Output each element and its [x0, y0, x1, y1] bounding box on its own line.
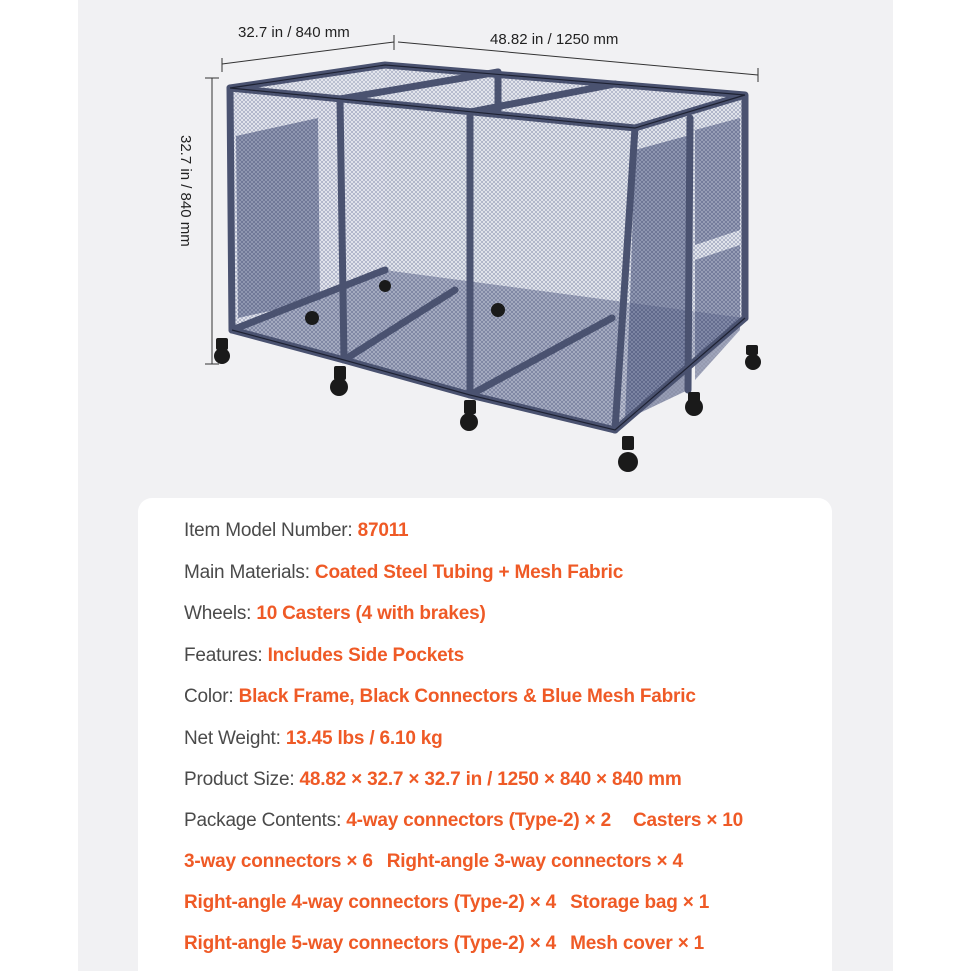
spec-label: Net Weight:	[184, 728, 281, 749]
spec-label: Main Materials:	[184, 562, 310, 583]
package-item: Right-angle 4-way connectors (Type-2) × 4	[184, 892, 557, 913]
package-item: 3-way connectors × 6	[184, 851, 373, 872]
package-row	[184, 892, 709, 914]
package-item: Storage bag × 1	[570, 892, 710, 913]
spec-label: Product Size:	[184, 769, 295, 790]
spec-label: Color:	[184, 686, 234, 707]
spec-row-package	[184, 810, 743, 832]
spec-row-size	[184, 769, 682, 791]
package-item: 4-way connectors (Type-2) × 2	[346, 810, 611, 831]
depth-dimension: 32.7 in / 840 mm	[238, 24, 350, 41]
spec-value: Includes Side Pockets	[267, 645, 464, 666]
spec-value: 87011	[357, 520, 409, 541]
spec-label: Package Contents:	[184, 810, 342, 831]
spec-value: Coated Steel Tubing + Mesh Fabric	[314, 562, 624, 583]
spec-label: Item Model Number:	[184, 520, 353, 541]
spec-row-model	[184, 520, 408, 542]
spec-value: 13.45 lbs / 6.10 kg	[285, 728, 443, 749]
package-row	[184, 851, 683, 873]
spec-label: Features:	[184, 645, 263, 666]
spec-row-color	[184, 686, 696, 708]
spec-row-features	[184, 645, 464, 667]
spec-value: 10 Casters (4 with brakes)	[256, 603, 486, 624]
spec-label: Wheels:	[184, 603, 252, 624]
package-item: Right-angle 5-way connectors (Type-2) × 4	[184, 933, 557, 954]
spec-value: 48.82 × 32.7 × 32.7 in / 1250 × 840 × 840 mm	[299, 769, 682, 790]
package-row	[184, 933, 704, 955]
package-item: Mesh cover × 1	[570, 933, 705, 954]
width-dimension: 48.82 in / 1250 mm	[490, 31, 619, 48]
spec-value: Black Frame, Black Connectors & Blue Mesh Fabric	[238, 686, 696, 707]
spec-row-weight	[184, 728, 443, 750]
spec-row-materials	[184, 562, 623, 584]
spec-row-wheels	[184, 603, 486, 625]
package-item: Casters × 10	[632, 810, 744, 831]
height-dimension: 32.7 in / 840 mm	[177, 135, 194, 247]
package-item: Right-angle 3-way connectors × 4	[386, 851, 683, 872]
